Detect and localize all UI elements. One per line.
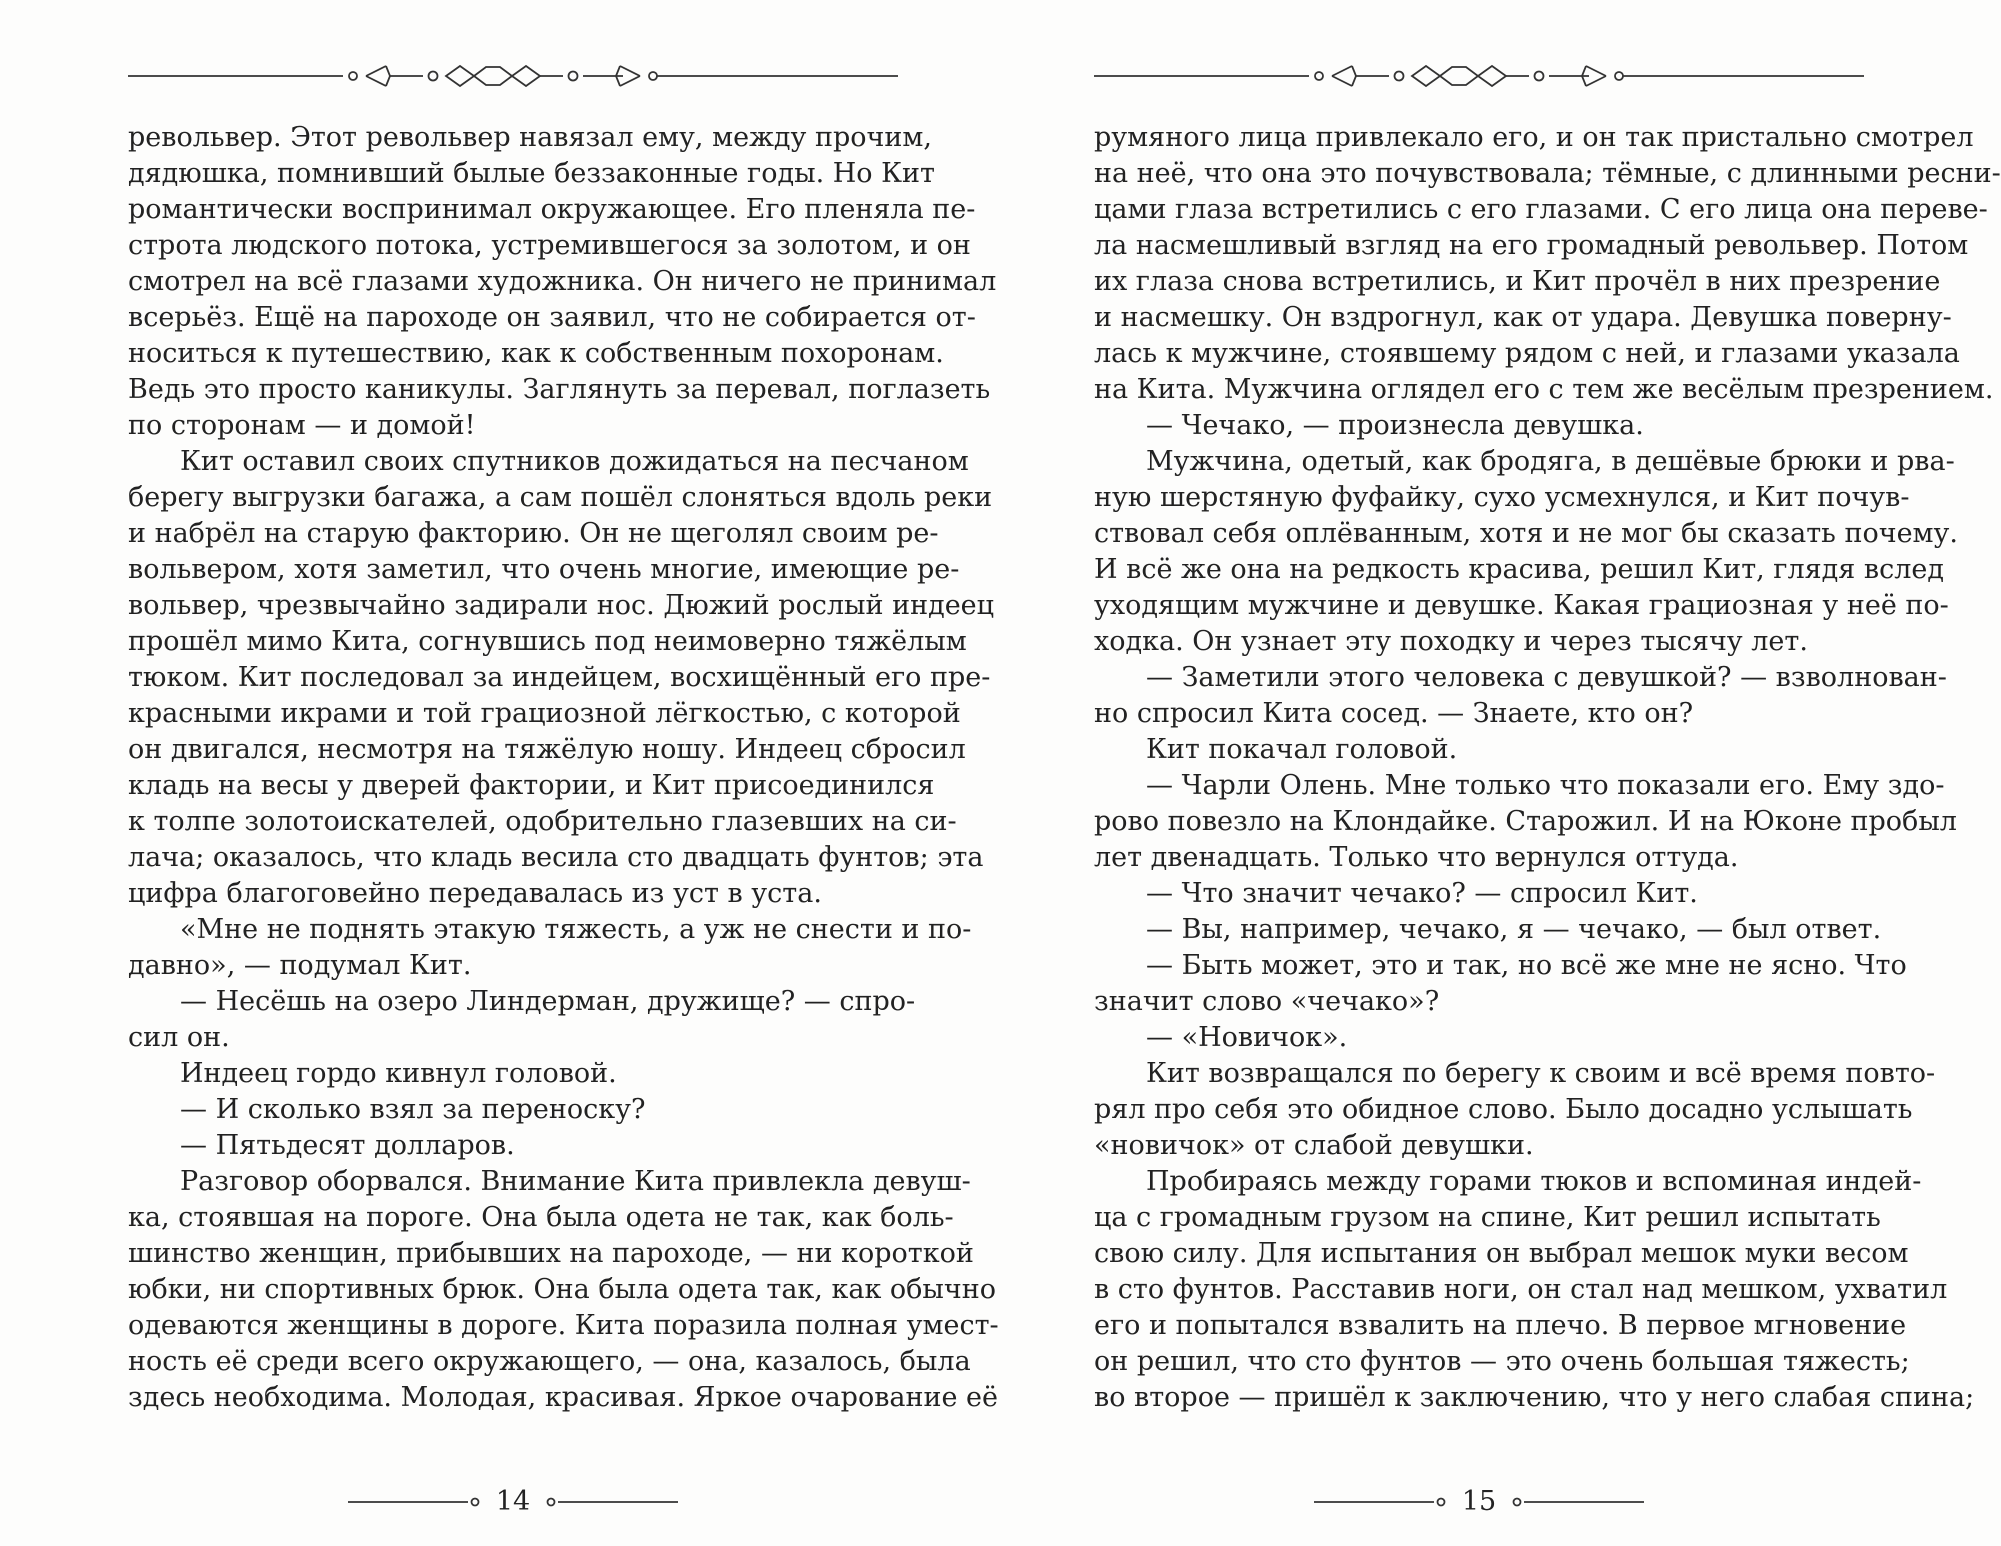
text-line: ца с громадным грузом на спине, Кит решил испытать xyxy=(1094,1202,1881,1233)
text-line: рово повезло на Клондайке. Старожил. И на Юконе пробыл xyxy=(1094,806,1957,837)
text-line: по сторонам — и домой! xyxy=(128,410,476,441)
text-line: и набрёл на старую факторию. Он не щеголял своим ре- xyxy=(128,518,939,549)
text-line: — И сколько взял за переноску? xyxy=(180,1094,646,1125)
text-line: смотрел на всё глазами художника. Он ничего не принимал xyxy=(128,266,997,297)
text-line: ходка. Он узнает эту походку и через тысячу лет. xyxy=(1094,626,1808,657)
page-number: 15 xyxy=(1461,1486,1497,1517)
text-line: Ведь это просто каникулы. Заглянуть за перевал, поглазеть xyxy=(128,374,991,405)
text-line: — Заметили этого человека с девушкой? — взволнован- xyxy=(1146,662,1947,693)
text-line: шинство женщин, прибывших на пароходе, — ни короткой xyxy=(128,1238,974,1269)
text-line: Разговор оборвался. Внимание Кита привлекла девуш- xyxy=(180,1166,971,1197)
text-line: ствовал себя оплёванным, хотя и не мог бы сказать почему. xyxy=(1094,518,1959,549)
text-line: рял про себя это обидное слово. Было досадно услышать xyxy=(1094,1094,1913,1125)
text-line: вольвером, хотя заметил, что очень многие, имеющие ре- xyxy=(128,554,960,585)
text-line: — «Новичок». xyxy=(1146,1022,1348,1053)
text-line: строта людского потока, устремившегося за золотом, и он xyxy=(128,230,971,261)
left-page-text xyxy=(128,120,999,1416)
text-line: цифра благоговейно передавалась из уст в уста. xyxy=(128,878,822,909)
left-page-footer xyxy=(128,1482,898,1522)
text-line: одеваются женщины в дороге. Кита поразила полная умест- xyxy=(128,1310,999,1341)
text-line: кладь на весы у дверей фактории, и Кит присоединился xyxy=(128,770,935,801)
text-line: он решил, что сто фунтов — это очень большая тяжесть; xyxy=(1094,1346,1910,1377)
right-page-footer xyxy=(1094,1482,1864,1522)
text-line: но спросил Кита сосед. — Знаете, кто он? xyxy=(1094,698,1694,729)
text-line: лет двенадцать. Только что вернулся оттуда. xyxy=(1094,842,1739,873)
text-line: и насмешку. Он вздрогнул, как от удара. Девушка поверну- xyxy=(1094,302,1952,333)
text-line: — Несёшь на озеро Линдерман, дружище? — спро- xyxy=(180,986,916,1017)
text-line: — Что значит чечако? — спросил Кит. xyxy=(1146,878,1698,909)
text-line: во второе — пришёл к заключению, что у него слабая спина; xyxy=(1094,1382,1975,1413)
text-line: — Вы, например, чечако, я — чечако, — был ответ. xyxy=(1146,914,1882,945)
text-line: ла насмешливый взгляд на его громадный револьвер. Потом xyxy=(1094,230,1969,261)
text-line: И всё же она на редкость красива, решил Кит, глядя вслед xyxy=(1094,554,1944,585)
header-ornament xyxy=(128,56,898,96)
page-number: 14 xyxy=(495,1486,531,1517)
text-line: уходящим мужчине и девушке. Какая грациозная у неё по- xyxy=(1094,590,1949,621)
header-ornament xyxy=(1094,56,1864,96)
text-line: — Чарли Олень. Мне только что показали его. Ему здо- xyxy=(1146,770,1945,801)
text-line: носиться к путешествию, как к собственным похоронам. xyxy=(128,338,944,369)
text-line: прошёл мимо Кита, согнувшись под неимоверно тяжёлым xyxy=(128,626,967,657)
right-page-text xyxy=(1094,120,2001,1416)
text-line: вольвер, чрезвычайно задирали нос. Дюжий рослый индеец xyxy=(128,590,995,621)
text-line: Мужчина, одетый, как бродяга, в дешёвые брюки и рва- xyxy=(1146,446,1955,477)
text-line: «Мне не поднять этакую тяжесть, а уж не снести и по- xyxy=(180,914,972,945)
text-line: ность её среди всего окружающего, — она, казалось, была xyxy=(128,1346,971,1377)
right-page xyxy=(1094,0,2001,1546)
text-line: его и попытался взвалить на плечо. В первое мгновение xyxy=(1094,1310,1907,1341)
text-line: Индеец гордо кивнул головой. xyxy=(180,1058,617,1089)
text-line: давно», — подумал Кит. xyxy=(128,950,472,981)
text-line: он двигался, несмотря на тяжёлую ношу. Индеец сбросил xyxy=(128,734,966,765)
text-line: — Пятьдесят долларов. xyxy=(180,1130,515,1161)
text-line: тюком. Кит последовал за индейцем, восхищённый его пре- xyxy=(128,662,991,693)
text-line: револьвер. Этот револьвер навязал ему, между прочим, xyxy=(128,122,932,153)
text-line: в сто фунтов. Расставив ноги, он стал над мешком, ухватил xyxy=(1094,1274,1948,1305)
text-line: ка, стоявшая на пороге. Она была одета не так, как боль- xyxy=(128,1202,954,1233)
text-line: цами глаза встретились с его глазами. С его лица она переве- xyxy=(1094,194,1988,225)
text-line: здесь необходима. Молодая, красивая. Яркое очарование её xyxy=(128,1382,999,1413)
text-line: к толпе золотоискателей, одобрительно глазевших на си- xyxy=(128,806,957,837)
text-line: Кит возвращался по берегу к своим и всё время повто- xyxy=(1146,1058,1936,1089)
text-line: лача; оказалось, что кладь весила сто двадцать фунтов; эта xyxy=(128,842,984,873)
text-line: красными икрами и той грациозной лёгкостью, с которой xyxy=(128,698,961,729)
text-line: дядюшка, помнивший былые беззаконные годы. Но Кит xyxy=(128,158,935,189)
text-line: на неё, что она это почувствовала; тёмные, с длинными ресни- xyxy=(1094,158,2001,189)
text-line: романтически воспринимал окружающее. Его пленяла пе- xyxy=(128,194,976,225)
text-line: «новичок» от слабой девушки. xyxy=(1094,1130,1534,1161)
text-line: Кит оставил своих спутников дожидаться на песчаном xyxy=(180,446,969,477)
text-line: их глаза снова встретились, и Кит прочёл в них презрение xyxy=(1094,266,1941,297)
left-page xyxy=(128,0,999,1546)
text-line: значит слово «чечако»? xyxy=(1094,986,1440,1017)
text-line: Пробираясь между горами тюков и вспоминая индей- xyxy=(1146,1166,1922,1197)
text-line: на Кита. Мужчина оглядел его с тем же весёлым презрением. xyxy=(1094,374,1994,405)
text-line: — Быть может, это и так, но всё же мне не ясно. Что xyxy=(1146,950,1907,981)
text-line: всерьёз. Ещё на пароходе он заявил, что не собирается от- xyxy=(128,302,976,333)
text-line: свою силу. Для испытания он выбрал мешок муки весом xyxy=(1094,1238,1909,1269)
text-line: ную шерстяную фуфайку, сухо усмехнулся, и Кит почув- xyxy=(1094,482,1910,513)
text-line: Кит покачал головой. xyxy=(1146,734,1458,765)
text-line: румяного лица привлекало его, и он так пристально смотрел xyxy=(1094,122,1974,153)
text-line: юбки, ни спортивных брюк. Она была одета так, как обычно xyxy=(128,1274,997,1305)
text-line: сил он. xyxy=(128,1022,230,1053)
text-line: берегу выгрузки багажа, а сам пошёл слоняться вдоль реки xyxy=(128,482,993,513)
text-line: лась к мужчине, стоявшему рядом с ней, и глазами указала xyxy=(1094,338,1960,369)
text-line: — Чечако, — произнесла девушка. xyxy=(1146,410,1644,441)
